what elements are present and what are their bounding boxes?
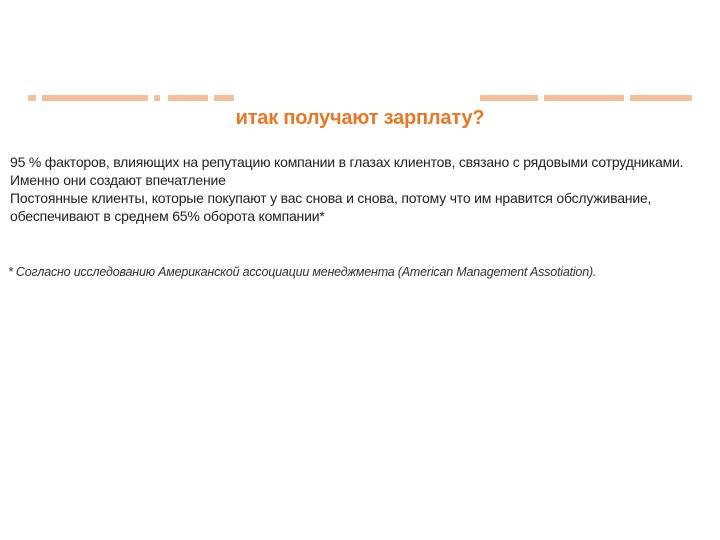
- cut-off-title-line: [28, 90, 692, 106]
- footnote: * Согласно исследованию Американской ассоциации менеджмента (American Management Assotiation).: [8, 265, 597, 279]
- slide-title: итак получают зарплату?: [235, 107, 485, 129]
- slide-body: [10, 153, 710, 225]
- paragraph-reputation-factors: 95 % факторов, влияющих на репутацию компании в глазах клиентов, связано с рядовыми сотрудниками. Именно они создают впечатление: [10, 154, 684, 188]
- paragraph-regular-clients: Постоянные клиенты, которые покупают у вас снова и снова, потому что им нравится обслуживание, обеспечивают в среднем 65% оборота компании*: [10, 190, 652, 224]
